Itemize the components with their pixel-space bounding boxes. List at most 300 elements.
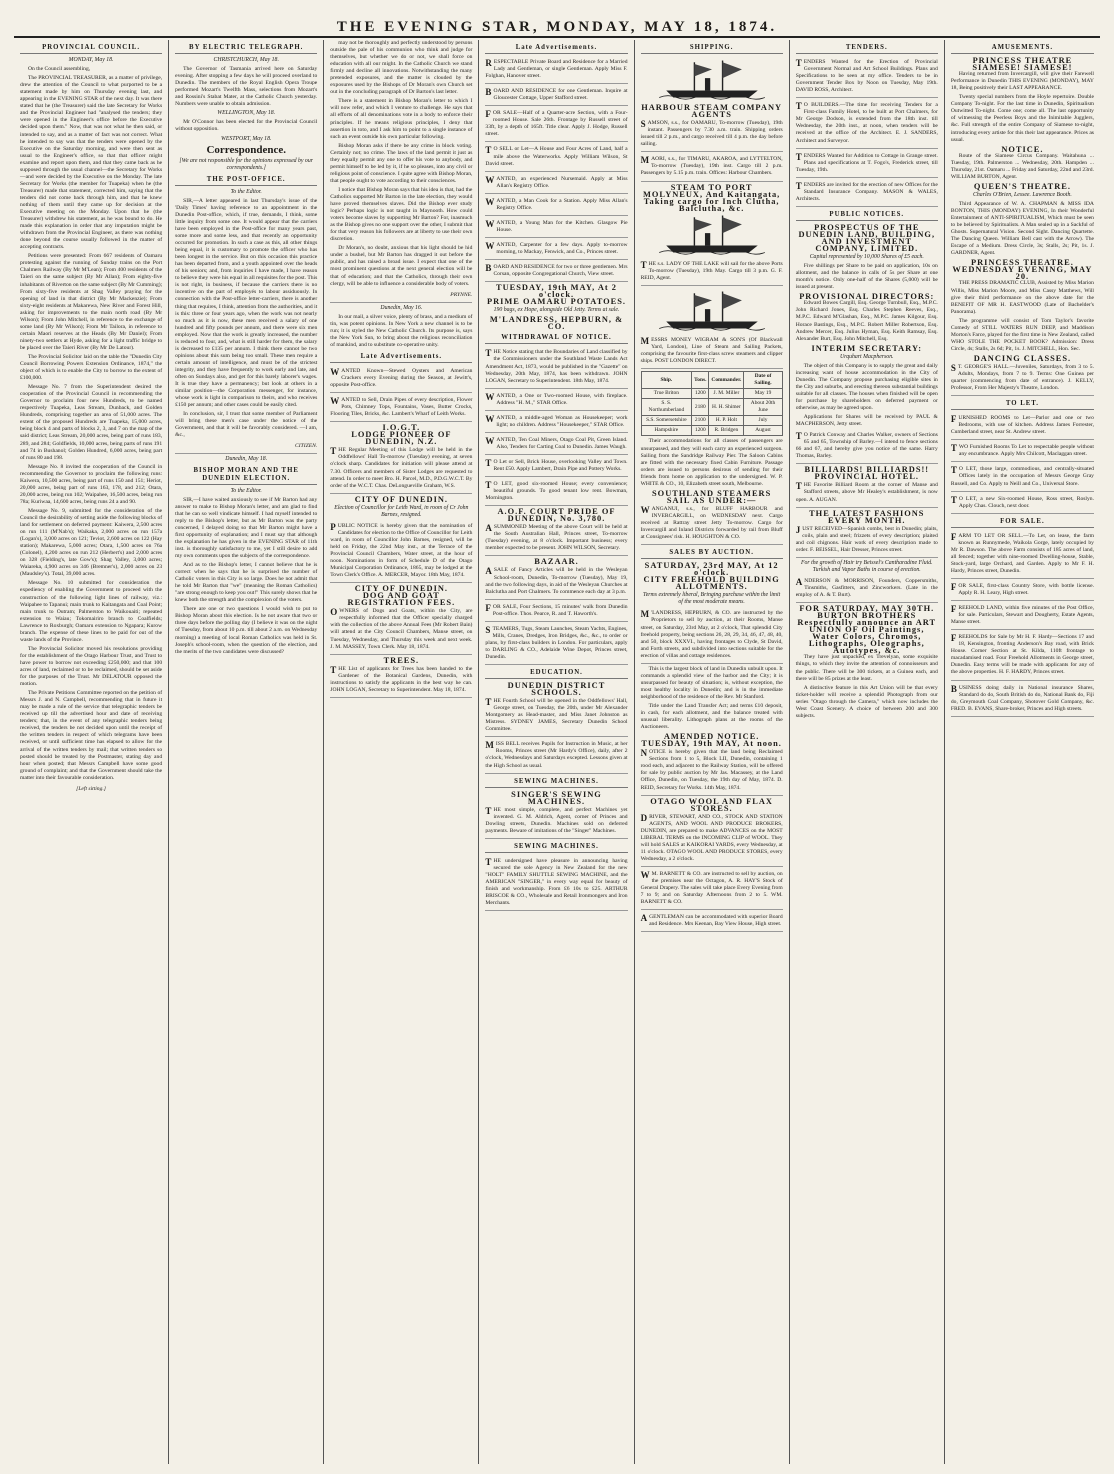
notice-title: BURTON BROTHERS Respectfully announce an ART UNION OF Oil Paintings, Water Colors, Chromos, Lithographs, Oleographs, Autotypes, &c. <box>797 611 937 656</box>
advertisement <box>641 335 783 369</box>
advertisement-text: T. GEORGE'S HALL.—Juveniles, Saturdays, from 3 to 5. Adults, Mondays, from 7 to 9. Terms: One Guinea per quarter (commencing from date of entrance). J. KELLY, Professor, From Her Majesty's Theatre, London. <box>950 363 1094 392</box>
advertisement-text: REEHOLD LAND, within five minutes of the Post Office, for sale. Particulars, Stewart and Dougherty, Estate Agents, Manse street. <box>950 605 1094 626</box>
section-heading: PROVINCIAL COUNCIL. <box>20 44 162 54</box>
article-paragraph: The programme will consist of Tom Taylor's favorite Comedy of STILL WATERS RUN DEEP, and Maddison Morton's Farce, played for the first time in New Zealand, called WHO STOLE THE POCKET BOOK? Admission: Dress Circle, 4s; Stalls, 2s 6d; Pit, 1s. J. MITCHELL, Hon. Sec. <box>950 317 1094 352</box>
drop-initial: T <box>795 151 802 162</box>
drop-initial: F <box>950 604 957 615</box>
notice-title: THE LATEST FASHIONS EVERY MONTH. <box>809 508 925 525</box>
correspondence-heading: Correspondence. <box>206 143 286 156</box>
article-paragraph: Their accommodations for all classes of passengers are unsurpassed, and they will each carry an experienced surgeon. Sailing from the Sandridge Railway Pier. The Saloon Cabins are fitted with the necessary fixed Cabin Furniture. Passage orders are issued to persons desirous of sending for their friends from home on application to the undersigned. W. P. WHITE & CO., 10, Elizabeth street south, Melbourne. <box>640 438 783 487</box>
masthead-title: THE EVENING STAR, MONDAY, MAY 18, 1874. <box>336 19 778 35</box>
article-paragraph: Having returned from Invercargill, will give their Farewell Performance in Dunedin THIS EVENING (MONDAY), MAY 18, Being positively their LAST APPEARANCE. <box>950 71 1094 92</box>
advertisement <box>796 430 938 464</box>
advertisement-text: TEAMERS, Tugs, Steam Launches, Steam Yachts, Engines, Mills, Cranes, Dredges, Iron Bridges, &c., &c., to order or plans, by first-class builders in London. For particulars, apply to DARLING & CO., Adelaide Wine Depot, Princes street, Dunedin. <box>485 625 628 660</box>
advertisement <box>485 391 627 411</box>
drop-initial: J <box>795 524 801 535</box>
advertisement-text: ANTED, an experienced Nursemaid. Apply at Miss Allan's Registry Office. <box>496 175 628 189</box>
notice-title: SINGER'S SEWING MACHINES. <box>511 789 602 806</box>
advertisement <box>796 576 938 603</box>
advertisement-text: 'LANDRESS, HEPBURN, & CO. are instructed by the Proprietors to sell by auction, at their Rooms, Manse street, on Saturday, 23rd May, at 2 o'clock, That splendid City freehold property, being sections 26, 28, 29, 34, 46, 47, 48, 40, and 50, block XXXVI., having frontages to Clyde, St David, and Forth streets, and subdivided into sections suitable for the erection of villas and cottage residences. <box>640 610 783 659</box>
advertisement-text: O Patrick Conway and Charles Walker, owners of Sections 65 and 65, Township of Barley.—I intend to fence sections 66 and 67, and hereby give you notice of the same. Harry Thomas, Barley. <box>795 432 938 460</box>
table-row <box>641 416 782 426</box>
advertisement-text: ENDERS are invited for the erection of new Offices for the Standard Insurance Company. MASON & WALES, Architects. <box>795 181 938 202</box>
drop-initial: M <box>485 740 494 751</box>
notice-title: PROSPECTUS OF THE DUNEDIN LAND, BUILDING, AND INVESTMENT COMPANY, LIMITED. <box>798 222 936 254</box>
table-cell: 1200 <box>692 426 709 436</box>
subheading: To the Editor. <box>230 487 262 494</box>
signature <box>175 441 317 454</box>
section-heading: SALES BY AUCTION. <box>641 549 783 559</box>
drop-initial: W <box>640 504 650 515</box>
section-heading: TENDERS. <box>796 44 938 54</box>
section-heading: BISHOP MORAN AND THE DUNEDIN ELECTION. <box>175 467 317 484</box>
subheading: Terms extremely liberal, Bringing purchase within the limit of the most moderate means. <box>643 592 781 606</box>
article-paragraph: SIR,—I have waited anxiously to see if Mr Barton had any answer to make to Bishop Moran's letter, and am glad to find that he can so well vindicate himself. I had myself intended to reply to the Bishop's letter, but as Mr Barton was the party concerned, I delayed doing so that Mr Barton might have a first opportunity of explanation; and I must say that although the explanation he has given in the EVENING STAR of 11th inst. is thoroughly satisfactory to me, yet I still desire to add my own comments upon the subjects of the correspondence. <box>175 496 318 559</box>
article-paragraph: SIR,—A letter appeared in last Thursday's issue of the 'Daily Times' having reference to an appointment in the Dunedin Post-office, which, if true, demands, I think, some little inquiry from some one. It would appear that the carriers have been employed in the Post-office for many years past, some more and some less, and that recently an opportunity occurred for promotion. In such a case as this, all other things being equal, it is customary to promote the officer who has been longest in the service. But on this occasion this practice has been departed from, and a youth appointed over the heads of his seniors; and, from inquiries I have made, I have reason to believe they were his equal in all requisites for the post. This is not right, in business, if because the carriers there is no incentive on the part of employés to labour assiduously. In connection with the Post-office letter-carriers, there is another thing that requires, I think, attention from the authorities, and it is this: three or four years ago, when the work was not nearly so much as it is now, these men received a salary of one hundred and fifty pounds per annum, and there were six men employed. Now that the work is greatly increased, the number is reduced to four, and, what is still harder for them, the salary is decreased to £135 per annum. I think there cannot be two opinions about this sum being too small. These men require a certain amount of intelligence, and must be of the strictest integrity, and they have frequently to work early and late, and often on Sundays also, and get for this barely laborer's wages. It is true they have a permanency; but look at others in a similar position—the Corporation messenger, for instance, whose work is light in comparison to theirs, and who receives £150 per annum; and other cases could be easily cited. <box>175 197 318 409</box>
article-paragraph: The Provincial Solicitor laid on the table the "Dunedin City Council Borrowing Powers Extension Ordinance, 1874," the object of which is to enable the City to borrow to the extent of £100,000. <box>20 353 163 382</box>
drop-initial: W <box>485 218 495 229</box>
advertisement-text: WNERS of Dogs and Goats, within the City, are respectfully informed that the Officer specially charged with the collection of the above Annual Fees (Mr Robert Bain) will attend at the City Council Chambers, Manse street, on Tuesday, Wednesday, and Thursday this week and next week. J. M. MASSEY, Town Clerk. May 18, 1874. <box>330 608 473 650</box>
subheading: [We are not responsible for the opinions expressed by our correspondents.] <box>179 157 313 171</box>
article-paragraph: Message No. 9, submitted for the consideration of the Council the desirability of setting aside the following blocks of land for settlement on deferred payment: Kaiwera, 2,500 acres on run 111 (M'Nab's); Waikaka, 2,000 acres on run 157a (Logan's), 3,000 acres on 121; Teviot, 2,600 acres on 122 (Hay station); Makarewa, 5,000 acres; Otara, 1,500 acres on 76a (Colonel), 4,200 acres on run 212 (Herbert's) and 2,000 acres on 328 (Fielding's, late Gow's); Shag Valley, 3,000 acres; Waiareka, 4,900 acres on 346 (Bremner's), 2,000 acres on 23 (Maudsley's). Total, 39,000 acres. <box>20 507 163 578</box>
advertisement <box>485 218 627 238</box>
drop-initial: B <box>950 683 957 694</box>
drop-initial: T <box>330 446 337 457</box>
advertisement-text: HE Favorite Billiard Room at the corner of Manse and Stafford streets, above Mr Healey's establishment, is now open. A. AUGAN. <box>795 482 938 503</box>
section-heading: BY ELECTRIC TELEGRAPH. <box>175 44 317 54</box>
advertisement-text: URNISHED ROOMS to Let—Parlor and one or two Bedrooms, with use of kitchen. Address James Forrester, Cumberland street, near St. Andrew street. <box>950 415 1094 436</box>
table-cell: S. S. Northumberland <box>641 399 692 416</box>
advertisement <box>951 581 1094 601</box>
drop-initial: T <box>640 259 647 270</box>
drop-initial: R <box>485 58 492 69</box>
subheading: Dunedin, May 16. <box>380 304 423 311</box>
advertisement <box>951 464 1094 491</box>
advertisement-text: ESPECTABLE Private Board and Residence for a Married Lady and Gentleman, or single Gentleman. Apply Miss F. Folghan, Hanover street. <box>485 59 628 80</box>
advertisement-text: HE s.s. LADY OF THE LAKE will sail for the above Ports To-morrow (Tuesday), 19th May. Cargo till 3 p.m. G. F. REID, Agent. <box>640 260 783 281</box>
advertisement-text: HE Regular Meeting of this Lodge will be held in the Oddfellows' Hall To-morrow (Tuesday) evening, at seven o'clock sharp. Candidates for initiation will please attend at 7.30. Officers and members of Sister Lodges are requested to attend. In order to meet Bro. H. Parcel, M.D., P.D.G.W.C.T. By order of the W.C.T. Chas. DeLongueville Graham, W.S. <box>330 447 473 489</box>
advertisement-text: O LET, good six-roomed House; every convenience; beautiful grounds. To good tenant low rent. Bowman, Mornington. <box>485 481 628 502</box>
advertisement <box>796 151 938 178</box>
table-row <box>641 399 782 416</box>
article-paragraph: Twenty special numbers from the Hoyle repertoire. Double Company To-night. For the last time in Dunedin, Spiritualism Outwitted To-night. Come one; come all. The last opportunity of witnessing the Peerless Boys and the Inimitable Jugglers, &c. Full strength of the entire Company of Siamese to-night, introducing every artiste for this their last appearance. Prices as usual. <box>950 94 1094 143</box>
drop-initial: T <box>950 465 957 476</box>
column-3 <box>324 40 479 1464</box>
drop-initial: B <box>485 262 492 273</box>
masthead <box>14 12 1100 38</box>
article-paragraph: In our mail, a silver voice, plenty of brass, and a medium of tin, was potent opinions. In New York a new channel is to be run; it is styled the New Catholic Church. Its purpose is, says the New York Sun, to bring about the religious reconciliation of mankind, and to substitute co-operative unity. <box>330 313 473 348</box>
article-paragraph: Message No. 7 from the Superintendent desired the cooperation of the Provincial Council in recommending the Governor to proclaim four new Hundreds, to be named respectively Tuapeka, Leas Stream, Dunback, and Golden Hundreds, comprising together an area of 51,000 acres. The extent of the proposed Hundreds are Tuapeka, 15,000 acres, being block 4 and parts of blocks 2, 3, and 7 on the map of the said district; Leas Stream, 20,000 acres, being part of runs 183, 289, and 284; Goldfields, 10,000 acres, being parts of runs 191 and 74 in Bushanol; Golden Hundred, 6,000 acres, being part of runs 80 and 198. <box>20 384 163 461</box>
advertisement <box>641 608 783 663</box>
advertisement <box>641 747 783 795</box>
table-cell: July <box>744 416 782 426</box>
section-heading: WITHDRAWAL OF NOTICE. <box>485 334 627 344</box>
advertisement-text: OTICE is hereby given that the land being Reclaimed Sections from 1 to 5, Block LII, Dunedin, containing 1 rood each, and adjacent to the Railway Station, will be offered for sale by public auction by Mr Jas. Macassey, at the Land Office, Dunedin, on Tuesday, the 19th day of May, 1874. D. REID, Secretary for Works. 14th May, 1874. <box>640 749 783 791</box>
subheading: Capital represented by 10,000 Shares of £5 each. <box>809 254 924 261</box>
table-cell: 2100 <box>692 416 709 426</box>
article-paragraph: The PROVINCIAL TREASURER, as a matter of privilege, drew the attention of the Council to what purported to be a statement made by him on Thursday evening last, and appearing in the EVENING STAR of the next day. It was there stated that he (the Treasurer) said the late Secretary for Works and the Provincial Engineer had "analysed the tenders; they were opened in the Engineer's office before the Executive decided upon them." Now, that was not what he then said, or intended to say, and as a matter of fact was not correct. What he intended to say was that the tenders were opened by the Executive on the Saturday morning, and were then sent as usual to the Engineer's office, so that that officer might examine and report upon them, and that they came back as he supposed through the usual channel—the Secretary for Works—and were decided by the Executive on the Monday. The late Secretary for Works (the member for Tuapeka) when he (the Treasurer) made that statement, corrected him, saying that the tenders did not come back through him, and that he knew nothing of them until they came up for decision at the Executive meeting on the Monday. Upon that he (the Treasurer) withdrew his statement, as he was bound to do. He made this explanation in order that any imputation might be withdrawn from the Provincial Engineer, as there was nothing done beyond the course usually followed in the matter of accepting contracts. <box>20 75 163 251</box>
table-header: Ship. <box>641 372 692 389</box>
advertisement <box>485 457 627 477</box>
notice-title: PRINCESS THEATRE <box>972 56 1073 66</box>
advertisement <box>485 696 627 737</box>
drop-initial: B <box>485 87 492 98</box>
drop-initial: P <box>330 521 336 532</box>
article-paragraph: This is the largest block of land in Dunedin unbuilt upon. It commands a splendid view of the harbor and the City; it is unsurpassed for beauty of situation; is, without exception, the most healthy locality in Dunedin; and is in the immediate neighborhood of the residence of the Rev. Mr Stanford. <box>640 665 783 700</box>
advertisement <box>330 445 472 493</box>
column-1 <box>14 40 169 1464</box>
article-paragraph: And as to the Bishop's letter, I cannot believe that he is correct when he says that he is surprised the number of Catholic voters in this City is so large. Does he not admit that he told Mr Barton that "we" (meaning the Roman Catholics) "are strong enough to keep you out!" This surely shows that he knew both the strength and the complexion of the voters. <box>175 562 318 604</box>
table-cell: R. Bridgen <box>709 426 744 436</box>
subheading: WESTPORT, May 18. <box>220 135 272 142</box>
article-paragraph: Bishop Moran asks if there be any crime in block voting. Certainly not; no crime. The laws of the land permit it just as they equally permit any one to offer his vote to anybody, and permit himself to be led by it, if he so pleases, into any civil or religious point of conscience. I quite agree with Bishop Moran, that people ought to vote according to their consciences. <box>330 142 473 184</box>
notice-title: OTAGO WOOL AND FLAX STORES. <box>650 796 773 813</box>
article-paragraph: THE PRESS DRAMATIC CLUB, Assisted by Miss Marion Willis, Miss Marion Moore, and Miss Cassy Matthews, Will give their third performance on the above date for the BENEFIT OF MR H. EASTWOOD (Late of Bachelder's Panorama). <box>950 280 1094 315</box>
table-header: Date of Sailing. <box>744 372 782 389</box>
drop-initial: T <box>485 805 492 816</box>
notice-title: STEAM TO PORT MOLYNEUX, And Kaitangata, Taking cargo for Inch Clutha, Balclutha, &c. <box>642 182 781 213</box>
advertisement-text: USINESS doing daily in National insurance Shares, Standard do do, South British do do, National Bank do, Fiji do, Greymouth Coal Company, Shotover Gold Company, &c. FRED. B. EVANS, Share-broker, Princes and High streets. <box>950 684 1094 712</box>
article-paragraph: may not be thoroughly and perfectly understood by persons outside the pale of his communion who think and judge for themselves, but whether we do or not, we shall force on education with all our might. In the Catholic Church we stand firmly and decline all innovations. Notwithstanding the many pretended exposures, and the matter is clouded by the exposures used by the Bishops of Dr Moran's own Church set out in the concluding paragraph of Dr Barton's last letter. <box>330 40 473 96</box>
article-paragraph: Five shillings per Share to be paid on application, 10s on allotment, and the balance in calls of 5s per Share at one month's notice. Only one-half of the Shares (5,000) will be issued at present. <box>795 263 938 291</box>
table-header: Commander. <box>709 372 744 389</box>
advertisement <box>796 480 938 507</box>
notice-title: SOUTHLAND STEAMERS SAIL AS UNDER:— <box>652 488 772 505</box>
advertisement <box>951 603 1094 630</box>
article-paragraph: In conclusion, sir, I trust that some member of Parliament will bring these men's case under the notice of the Government, and that it will be favorably considered. —I am, &c., <box>175 411 318 439</box>
article-paragraph: Message No. 8 invited the cooperation of the Council in recommending the Governor to proclaim the following runs: Kaiwera, 10,500 acres, being part of runs 150 and 151; Heriot, 20,000 acres, being part of runs 163, 178, and 212; Otara, 20,000 acres, being run 102; Waipahee, 16,500 acres, being run 78a; Kuriwaa, 14,600 acres, being runs 24 a and 90. <box>20 463 163 505</box>
advertisement-text: M. BARNETT & CO. are instructed to sell by auction, on the premises near the Octagon, A. R. HAY'S Stock of General Drapery. The sales will take place Every Evening from 7 to 9; and on Saturday Afternoons from 2 to 5. WM. BARNETT & CO. <box>640 870 783 906</box>
notice-title: HARBOUR STEAM COMPANY AGENTS <box>641 103 783 120</box>
notice-title: PRIME OAMARU POTATOES. <box>486 297 626 307</box>
advertisement <box>485 856 627 911</box>
article-paragraph: Petitions were presented: From 667 residents of Oamaru protesting against the running of Sunday trains on the Port Chalmers Railway (By Mr M'Lean); From 400 residents of the Taieri on the same subject (By Mr Allan); From eighty-five inhabitants of Riverton on the same subject (By Mr Cumming); From sixty-five residents at Shag Valley praying for the opening of land in that district (By Mr Mackenzie); From sixty-eight residents at Makarewa, New River and Forest Hill, asking for improvements to the main north road (By Mr Wilson); From John Mitchell, in reference to the exchange of some land (By Mr Wilson); From Mr Tailora, in reference to certain Maori reserves at the Heads (By Mr Daniel); From ninety-two settlers at Hyde, asking for a light traffic bridge to be placed over the Taieri River (By Mr De Latour). <box>20 253 163 351</box>
advertisement-text: HE undersigned have pleasure in announcing having secured the sole Agency in New Zealand for the new "HOLT" FAMILY SHUTTLE SEWING MACHINE, and the AMERICAN "SINGER," in every way equal for beauty of finish and workmanship. From £6 10s to £25. ARTHUR BRISCOE & CO., Wholesale and Retail Ironmongers and Iron Merchants. <box>485 857 628 907</box>
notice-title: NOTICE. <box>1001 144 1044 154</box>
drop-initial: T <box>485 348 492 359</box>
column-2 <box>169 40 324 1464</box>
article-paragraph: The object of this Company is to supply the great and daily increasing want of house accommodation in the City of Dunedin. The Company propose purchasing eligible sites in the City and suburbs, and erecting thereon substantial buildings suitable for all classes. The houses when finished will be open for purchase by shareholders on deferred payment or otherwise, as may be agreed upon. <box>795 362 938 412</box>
drop-initial: F <box>950 582 957 592</box>
advertisement <box>485 522 627 556</box>
notice-title: DANCING CLASSES. <box>973 353 1072 363</box>
advertisement <box>796 100 938 148</box>
advertisement <box>951 413 1094 440</box>
advertisement <box>485 565 627 599</box>
advertisement <box>641 812 783 867</box>
advertisement-text: O LET, those large, commodious, and centrally-situated Offices lately in the occupation of Messrs George Gray Russell, and Co. Apply to Neill and Co., Universal Store. <box>950 466 1094 487</box>
drop-initial: W <box>485 413 495 424</box>
drop-initial: W <box>485 196 495 207</box>
advertisement <box>951 632 1094 680</box>
subheading: CHRISTCHURCH, May 18. <box>213 57 279 64</box>
section-heading: SHIPPING. <box>641 44 783 54</box>
advertisement-text: ESSRS MONEY WIGRAM & SON'S (Of Blackwall Yard, London), Line of Steam and Sailing Packets, comprising the favourite first-class screw steamers and clipper ships. POST LONDON DIRECT. <box>640 336 783 365</box>
signature-text: PRYNNE. <box>450 291 473 298</box>
advertisement-text: HE Fourth School will be opened in the Oddfellows' Hall, George street, on Tuesday, the 20th, under Mr Alexander Montgomery as Head-master, and Miss Janet Johnston as Mistress. SYDNEY JAMES, Secretary Dunedin School Committee. <box>485 698 628 733</box>
article-paragraph: Third Appearance of W. A. CHAPMAN & MISS IDA BONTON, THIS (MONDAY) EVENING, In their Wonderful Entertainment of ANTI-SPIRITUALISM, Which must be seen to be believed by Spiritualists. A Man sealed up in a Sackful of Ghosts. Supernatural Vision. Second Sight. Dancing Quartette. The Dancing Queen. William Bell cast with the Arrow). The Escape of a Medium. Dress Circle, 3s; Stalls, 2s; Pit, 1s. J. GARDNER, Agent. <box>950 200 1094 257</box>
drop-initial: A <box>485 566 492 577</box>
advertisement <box>641 154 783 181</box>
advertisement <box>951 442 1094 462</box>
drop-initial: T <box>795 101 802 112</box>
drop-initial: S <box>640 119 646 130</box>
advertisement <box>641 504 783 545</box>
advertisement-text: REEHOLDS for Sale by Mr H. F. Hardy—Sections 17 and 18, Kensington, fronting Anderson's Bay road, with Brick House. Corner Section at St. Kilda, 110ft frontage to macadamised road. Four Freehold Allotments in George street, Dunedin. Easy terms will be made with applicants for any of the above properties. H. F. HARDY, Princes street. <box>950 634 1094 676</box>
drop-initial: S <box>950 362 956 373</box>
advertisement-text: ANTED, Ten Coal Miners, Otago Coal Pit, Green Island. Also, Tenders for Carting Coal to Dunedin. James Waugh. <box>496 436 628 450</box>
advertisement <box>485 108 627 142</box>
article-paragraph: Route of the Siamese Circus Company. Waitahuna ... Tuesday, 19th. Palmerston ... Wednesday, 20th. Hampden ... Thursday, 21st. Oamaru ... Friday and Saturday, 22nd and 23rd. WILLIAM BURTON, Agent. <box>950 152 1094 180</box>
drop-initial: T <box>485 480 492 491</box>
advertisement <box>330 395 472 422</box>
drop-initial: A <box>795 576 803 587</box>
advertisement-text: AMSON, s.s., for OAMARU, To-morrow (Tuesday), 19th instant. Passengers by 7.30 a.m. train. Shipping orders issued till 2 p.m., and cargo received till 4 p.m. the day before sailing. <box>640 120 783 148</box>
drop-initial: D <box>640 812 648 823</box>
subheading: For the growth of Hair try Beissel's Cantharadine Fluid. Turkish and Vapor Baths in course of erection. <box>800 559 933 573</box>
notice-title: M'LANDRESS, HEPBURN, & CO. <box>489 315 624 332</box>
drop-initial: A <box>640 913 648 924</box>
advertisement-text: O SELL or Let—A House and Four Acres of Land, half a mile above the Waterworks. Apply William Wilson, St David street. <box>485 146 628 167</box>
article-paragraph: I notice that Bishop Moran says that his idea is that, had the Catholics supported Mr Barton in the late election, they would have proved themselves slaves. Did the Bishop ever study logic? Perhaps logic is not taught in Maynooth. How could voters become slaves by supporting Mr Barton? For, inasmuch as the Bishop gives no one support over the other, I submit that for that very reason his followers are at liberty to use their own discretion. <box>330 186 473 243</box>
section-heading: Late Advertisements. <box>330 353 472 363</box>
table-cell: H. P. Holt <box>709 416 744 426</box>
advertisement <box>485 174 627 194</box>
table-cell: August <box>744 426 782 436</box>
notice-title: SATURDAY, 23rd MAY, At 12 o'clock. <box>644 561 779 578</box>
drop-initial: T <box>330 664 337 675</box>
subheading: WELLINGTON, May 18. <box>217 110 276 117</box>
notice-title: CITY OF DUNEDIN. <box>354 584 449 594</box>
advertisement <box>485 479 627 506</box>
drop-initial: F <box>950 531 957 542</box>
drop-initial: S <box>485 624 491 635</box>
advertisement-text: NDERSON & MORRISON, Founders, Coppersmiths, Tinsmiths, Gasfitters, and Zincworkers. (Late in the employ of A. & T. Burt). <box>795 577 938 599</box>
advertisement <box>796 524 938 558</box>
notice-title: AMENDED NOTICE. <box>663 732 760 742</box>
subheading: Urquhart Macpherson. <box>839 353 894 360</box>
advertisement-text: SALE of Fancy Articles will be held in the Wesleyan School-room, Dunedin, To-morrow (Tuesday), May 19, and the two following days, in aid of the Wesleyan Churches at Balclutha and Port Chalmers. To commence each day at 3 p.m. <box>485 567 628 595</box>
drop-initial: O <box>330 607 338 618</box>
advertisement-text: O BUILDERS.—The time for receiving Tenders for a First-class Family Hotel, to be built at Port Chalmers, for Mr George Dodson, is extended from the 18th inst. till Wednesday, the 20th inst., at noon, when tenders will be received at the office of the Architect. E. J. SANDERS, Architect and Surveyor. <box>795 102 938 144</box>
section-heading: Late Advertisements. <box>485 44 627 54</box>
advertisement <box>641 912 783 932</box>
advertisement-text: ANTED, Carpenter for a few days. Apply to-morrow morning, to Mackay, Fenwick, and Co., Princes street. <box>496 241 628 255</box>
advertisement-text: WO Furnished Rooms To Let to respectable people without any encumbrance. Apply Mrs Chilcott, Maclaggan street. <box>958 444 1094 458</box>
drop-initial: F <box>950 414 957 425</box>
table-cell: May 19 <box>744 389 782 399</box>
subheading: 190 bags, ex Hope, alongside Old Jetty. Terms at sale. <box>493 307 620 314</box>
signature <box>330 290 472 303</box>
table-cell: J. M. Miller <box>709 389 744 399</box>
advertisement <box>951 494 1094 514</box>
column-7 <box>945 40 1100 1464</box>
section-heading: AMUSEMENTS. <box>951 44 1094 54</box>
subheading: Charles O'Brien, Lessee. Lawrence Booth. <box>973 191 1072 198</box>
ship-illustration <box>641 212 783 259</box>
advertisement <box>485 144 627 171</box>
table-row <box>641 426 782 436</box>
advertisement-text: RIVER, STEWART, AND CO., STOCK AND STATION AGENTS, AND WOOL AND PRODUCE BROKERS, DUNEDIN, are prepared to make ADVANCES on the MOST LIBERAL TERMS on the INCOMING CLIP of WOOL. They will hold SALES at KAIKORAI YARDS, every Wednesday, at 11 o'clock. OTAGO WOOL AND PRODUCE STORES, every Wednesday, a 2 o'clock. <box>640 813 783 862</box>
article-paragraph: The Private Petitions Committee reported on the petition of Messrs J. and N. Campbell, recommending that in future it may be made a rule of the service that telegraphic tenders be received up till the advertised hour and date of receiving tenders; that, in the event of any telegraphic tenders being received, the tenders be not decided upon until the receipt of the written tenders in respect of which telegrams have been received, or until sufficient time has elapsed to allow for the arrival of the written tenders by mail; that written tenders so posted should be treated by the Postmaster, stating day and hour when posted; that Messrs Campbell have some good ground of complaint; and that the Government should take the matter into their favourable consideration. <box>20 690 163 781</box>
advertisement-text: ANGANUI, s.s., for BLUFF HARBOUR and INVERCARGILL, on WEDNESDAY next. Cargo received at Rattray street Jetty To-morrow. Cargo for Invercargill and Inland Districts forwarded by rail from Bluff at Consignees' risk. H. HOUGHTON & CO. <box>640 505 783 541</box>
advertisement-text: ANTED, a Young Man for the Kitchen. Glasgow Pie House. <box>496 219 628 233</box>
notice-title: LODGE PIONEER OF DUNEDIN, N.Z. <box>351 430 452 447</box>
drop-initial: A <box>485 523 492 534</box>
drop-initial: F <box>485 602 491 613</box>
subheading: To the Editor. <box>230 188 262 195</box>
subheading: Dunedin, May 18. <box>225 456 268 463</box>
drop-initial: F <box>950 633 957 644</box>
advertisement-text: OARD AND RESIDENCE for one Gentleman. Inquire at Gloucester Cottage, Upper Stafford street. <box>493 88 628 102</box>
column-5 <box>635 40 790 1464</box>
advertisement-text: AORI, s.s., for TIMARU, AKAROA, and LYTTELTON, To-morrow (Tuesday), 19th inst. Cargo till 2 p.m. Passengers by 5.15 p.m. train. Offices: Harbour Chambers. <box>640 156 783 177</box>
advertisement-text: ANTED, a One or Two-roomed House, with fireplace. Address "H. M.," STAR Office. <box>496 392 628 406</box>
advertisement <box>485 347 627 388</box>
article-paragraph: Dr Moran's, no doubt, anxious that his light should be hid under a bushel, but Mr Barton has dragged it out before the public, and has raised a broad issue. I expect that one of the most prominent questions at the next general election will be that of education; and that the Catholics, through their own clergy, will be able to influence a considerable body of voters. <box>330 245 473 287</box>
drop-initial: W <box>330 396 340 407</box>
table-row <box>641 389 782 399</box>
advertisement-text: ANTED, a middle-aged Woman as Housekeeper; work light; no children. Address "Housekeeper," STAR Office. <box>496 414 628 428</box>
advertisement-text: ANTED Known—Stewed Oysters and American Crackers every Evening during the Season, at Jewitt's, opposite Post-office. <box>330 367 473 389</box>
drop-initial: W <box>640 869 650 880</box>
section-heading: THE POST-OFFICE. <box>175 176 317 186</box>
section-heading: SEWING MACHINES. <box>485 843 627 853</box>
notice-title: TUESDAY, 19th MAY, At noon. <box>641 739 782 749</box>
drop-initial: T <box>795 481 802 492</box>
advertisement <box>485 435 627 455</box>
advertisement <box>951 362 1094 396</box>
article-paragraph: A distinctive feature in this Art Union will be that every ticket-holder will receive a splendid Photograph from our series "Otago through the Camera," which now includes the West Coast Scenery. A choice of between 200 and 300 subjects. <box>795 684 938 719</box>
signature-text: CITIZEN. <box>295 443 318 450</box>
article-paragraph: The Provincial Solicitor moved his resolutions providing for the establishment of the Otago Harbour Trust, and Trust to have power to borrow not exceeding £250,000; and that 100 acres of land, reclaimed or to be reclaimed, should be set aside for the purposes of the Trust. Mr DELATOUR opposed the motion. <box>20 645 163 688</box>
notice-title: INTERIM SECRETARY: <box>811 343 923 353</box>
advertisement <box>485 739 627 773</box>
article-paragraph: Mr O'Connor has been elected for the Provincial Council without opposition. <box>175 119 318 133</box>
article-paragraph: There is a statement in Bishop Moran's letter to which I will now refer, and which I venture to challenge. He says that all efforts of all denominations vote in a body to enforce their principles. If he means religious principles, I deny that assertion in toto, and I ask him to point to a single instance of such an event outside his own particular following. <box>330 98 473 140</box>
section-heading: FOR SALE. <box>951 518 1094 528</box>
notice-title: PROVINCIAL HOTEL. <box>814 472 920 482</box>
advertisement <box>330 521 472 583</box>
advertisement-text: OR SALE, first-class Country Store, with bottle license. Apply R. H. Leary, High street. <box>958 583 1094 597</box>
drop-initial: T <box>485 145 492 156</box>
subheading: Election of Councillor for Leith Ward, in room of Cr John Barnes, resigned. <box>334 504 469 518</box>
drop-initial: W <box>330 366 340 377</box>
column-6 <box>790 40 945 1464</box>
drop-initial: M <box>640 155 650 166</box>
advertisement <box>485 57 627 84</box>
advertisement <box>485 805 627 839</box>
drop-initial: W <box>485 391 495 402</box>
advertisement-text: OR SALE, Four Sections, 15 minutes' walk from Dunedin Post-office. Thos. Pearce, R. and T. Haworth's. <box>492 603 628 617</box>
drop-initial: T <box>795 431 802 442</box>
advertisement-text: HE List of applicants for Trees has been handed to the Gardener of the Botanical Gardens, Dunedin, with instructions to satisfy the applicants in the best way he can. JOHN LOGAN, Secretary to Superintendent. May 18, 1874. <box>330 665 473 693</box>
table-header: Tons. <box>692 372 709 389</box>
continued-note: [Left sitting.] <box>76 785 106 792</box>
advertisement <box>485 262 627 282</box>
table-cell: S.S. Somersetshire <box>641 416 692 426</box>
advertisement <box>485 196 627 216</box>
notice-title: CITY OF DUNEDIN. <box>354 494 449 504</box>
advertisement-text: ARM TO LET OR SELL.—To Let, on lease, the farm known as Runnymede, Waikola Gorge, lately occupied by Mr R. Dawson. The above Farm consists of 185 acres of land, all fenced; together with nine-roomed Dwelling-house, Stable, Stock-yard, large Orchard, and Garden. Apply to Mr F. H. Hardy, Princes street, Dunedin. <box>950 532 1094 574</box>
advertisement-text: OARD AND RESIDENCE for two or three gentlemen. Mrs Corsan, opposite Congregational Church, View street. <box>493 263 628 278</box>
advertisement-text: GENTLEMAN can be accommodated with superior Board and Residence. Mrs Keenan, Bay View House, High street. <box>649 914 783 928</box>
advertisement <box>485 86 627 106</box>
notice-title: FOR SATURDAY, MAY 30TH. <box>799 604 935 614</box>
advertisement-text: ENDERS Wanted for the Erection of Provincial Government Normal and Art School Buildings. Plans and Specifications to be seen at my office. Tenders to be in Government Tender Box by Noon on Tuesday, May 19th. DAVID ROSS, Architect. <box>795 59 938 94</box>
advertisement-text: UBLIC NOTICE is hereby given that the nomination of Candidates for election to the Office of Councillor for Leith ward, in room of Councillor John Barnes, resigned, will be held on Friday, the 22nd May inst., at the Terrace of the Provincial Council Chambers, Water street, at the hour of noon. Nominations in form of Schedule D of the Otago Municipal Corporation Ordinance, 1865, may be lodged at the Town Clerk's Office. A. MERCER, Mayor. 18th May, 1874. <box>330 522 473 579</box>
advertisement-text: HE most simple, complete, and perfect Machines yet invented. G. M. Aldrich, Agent, corner of Princes and Dowling streets, Dunedin. Machines sold on deferred payments. Beware of imitations of the "Singer" Machines. <box>485 806 628 834</box>
advertisement-text: O LET, a new Six-roomed House, Ross street, Roslyn. Apply Chas. Clouch, next door. <box>958 495 1094 509</box>
drop-initial: N <box>640 748 648 759</box>
drop-initial: T <box>485 457 492 468</box>
subheading: MONDAY, May 18. <box>68 57 114 64</box>
advertisement <box>485 413 627 433</box>
advertisement-text: ANTED to Sell, Drain Pipes of every description, Flower Pots, Chimney Tops, Fountains, Vases, Butter Crocks, Flooring Tiles, Bricks, &c. Lambert's Wharf of Leith Works. <box>330 397 473 418</box>
ship-illustration <box>641 57 783 104</box>
advertisement <box>641 869 783 910</box>
advertisement <box>330 664 472 698</box>
notice-title: DUNEDIN DISTRICT SCHOOLS. <box>507 681 606 698</box>
notice-title: A.O.F. COURT PRIDE OF DUNEDIN, No. 3,780. <box>497 507 616 524</box>
advertisement <box>485 602 627 622</box>
notice-title: BILLIARDS! BILLIARDS!! <box>804 465 930 475</box>
article-paragraph: Message No. 10 submitted for consideration the expediency of enabling the Government to proceed with the construction of the following light lines of railway, viz.: Waipahee to Tapanui; main trunk to Kaitangata and Coal Point; main trunk to Outram; Palmerston to Waikouaiti; repeated extension to Waiau; Tokomairiro branch to Coalfields; Lawrence to Roxburgh; Oamaru extension to Ngapara; Kurow branch. The expense of these lines to be paid for out of the waste lands of the Province. <box>20 580 163 643</box>
article-paragraph: Applications for Shares will be received by PAUL & MACPHERSON, Jetty street. <box>795 414 938 428</box>
notice-title: TREES. <box>383 655 420 665</box>
ship-illustration <box>641 288 783 335</box>
table-cell: True Briton <box>641 389 692 399</box>
article-paragraph: On the Council assembling, <box>28 66 91 73</box>
table-cell: About 20th June <box>744 399 782 416</box>
advertisement-text: OR SALE—Half of a Quarter-acre Section, with a Four-roomed House. Sale 26th. Frontage by Russell street of 33ft, by a depth of 165ft. Title clear. Apply J. Hodge, Russell street. <box>485 110 628 138</box>
column-4 <box>479 40 634 1464</box>
table-cell: H. H. Shimer <box>709 399 744 416</box>
advertisement-text: HE Notice stating that the Boundaries of Land classified by the Commissioners under the Southland Waste Lands Act Amendment Act, 1873, would be published in the "Gazette" on Wednesday, 20th May, 1874, has been withdrawn. JOHN LOGAN, Secretary to Superintendent. 18th May, 1874. <box>485 349 628 384</box>
drop-initial: T <box>950 443 957 454</box>
section-heading: SEWING MACHINES. <box>485 778 627 788</box>
drop-initial: F <box>485 109 491 120</box>
notice-title: SIAMESE! SIAMESE! <box>972 63 1073 73</box>
notice-title: I.O.G.T. <box>382 423 421 433</box>
article-paragraph: They have just unpacked, ex Trevelyan, some exquisite things, to which they invite the attention of connoisseurs and the public. There will be 300 tickets, at a Guinea each, and there will be 85 prizes at the least. <box>795 654 938 682</box>
drop-initial: T <box>795 58 802 69</box>
article-paragraph: Title under the Land Transfer Act; and terms £10 deposit, in cash, for each allotment, and the balance treated with unusual liberality. Lithograph plans at the rooms of the Auctioneers. <box>640 703 783 731</box>
advertisement <box>641 259 783 286</box>
advertisement <box>330 366 472 393</box>
notice-title: BAZAAR. <box>534 557 579 567</box>
advertisement-text: ISS BELL receives Pupils for Instruction in Music, at her Rooms, Princes street (Mr Hardy's Office), daily, after 2 o'clock, Wednesdays and Saturdays excepted. Lessons given at the High School as usual. <box>485 741 628 769</box>
advertisement <box>796 57 938 98</box>
advertisement-text: UST RECEIVED—Spanish combs, best in Dunedin; plaits, coils, plain and steel; frizzets of every description; plaited and coil chignons. Hair work of every description made to order. F. BEISSEL, Hair Dresser, Princes street. <box>795 525 938 553</box>
advertisement <box>951 683 1094 717</box>
columns <box>14 40 1100 1464</box>
drop-initial: W <box>485 240 495 251</box>
advertisement-text: ENDERS Wanted for Addition to Cottage in Grange street. Plans and specifications at T. Fogo's, Frederick street, till Tuesday, 19th. <box>795 152 938 173</box>
table-cell: 2180 <box>692 399 709 416</box>
notice-title: PRINCESS THEATRE. <box>971 258 1074 268</box>
drop-initial: T <box>950 494 957 505</box>
drop-initial: T <box>485 856 492 867</box>
notice-title: WEDNESDAY EVENING, MAY 20. <box>952 265 1093 282</box>
shipping-schedule-table <box>641 371 783 436</box>
table-cell: 1200 <box>692 389 709 399</box>
section-heading: TO LET. <box>951 400 1094 410</box>
article-paragraph: There are one or two questions I would wish to put to Bishop Moran about this election. Is he not aware that two or three days before the polling day (I believe it was on the night of Tuesday, from about 10 p.m. till about 2 a.m. on Wednesday morning) a meeting of local Roman Catholics was held in St. Joseph's school-room, when the question of the election, and the merits of the two candidates were discussed? <box>175 606 318 655</box>
advertisement <box>641 118 783 152</box>
drop-initial: T <box>795 180 802 191</box>
article-paragraph: The Governor of Tasmania arrived here on Saturday evening. After stopping a few days he will proceed overland to Dunedin. The members of the Royal English Opera Troupe performed Mozart's Twelfth Mass, selections from Mozart's and Rossini's Stabat Mater, at the Catholic Church yesterday. Numbers were unable to obtain admission. <box>175 66 318 108</box>
